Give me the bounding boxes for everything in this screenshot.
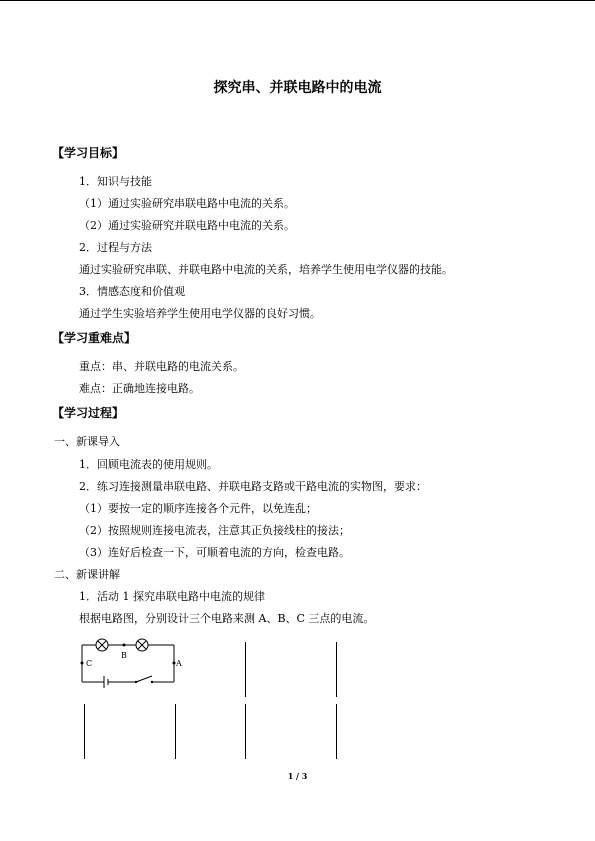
top-border: [0, 0, 595, 1]
goals-heading: 【学习目标】: [52, 146, 125, 160]
goals-line-4: 2．过程与方法: [79, 241, 152, 254]
process-line-5: （2）按照规则连接电流表，注意其正负接线柱的接法；: [79, 524, 350, 537]
diagram-divider: [84, 704, 85, 759]
goals-line-3: （2）通过实验研究并联电路中电流的关系。: [79, 219, 295, 232]
key-points-heading: 【学习重难点】: [52, 331, 137, 345]
page-title: 探究串、并联电路中的电流: [213, 80, 382, 96]
process-line-6: （3）连好后检查一下，可顺着电流的方向，检查电路。: [79, 546, 350, 559]
goals-line-6: 3．情感态度和价值观: [79, 285, 185, 298]
goals-line-1: 1．知识与技能: [79, 175, 152, 188]
key-point-line-2: 难点：正确地连接电路。: [79, 382, 200, 395]
series-circuit-diagram: [74, 636, 190, 690]
process-line-8: 1．活动 1 探究串联电路中电流的规律: [79, 590, 265, 603]
process-line-7: 二、新课讲解: [54, 568, 120, 581]
point-c-label: C: [86, 659, 93, 668]
page-number: 1 / 3: [287, 771, 308, 781]
process-line-1: 一、新课导入: [54, 435, 120, 448]
goals-line-7: 通过学生实验培养学生使用电学仪器的良好习惯。: [79, 307, 321, 320]
diagram-divider: [245, 642, 246, 697]
key-point-line-1: 重点：串、并联电路的电流关系。: [79, 360, 244, 373]
process-line-9: 根据电路图，分别设计三个电路来测 A、B、C 三点的电流。: [79, 612, 375, 625]
diagram-divider: [336, 704, 337, 759]
goals-line-5: 通过实验研究串联、并联电路中电流的关系，培养学生使用电学仪器的技能。: [79, 263, 453, 276]
process-line-3: 2．练习连接测量串联电路、并联电路支路或干路电流的实物图，要求：: [79, 480, 427, 493]
point-b-label: B: [121, 651, 127, 660]
diagram-divider: [175, 704, 176, 759]
process-line-4: （1）要按一定的顺序连接各个元件，以免连乱；: [79, 502, 317, 515]
point-a-label: A: [176, 659, 182, 668]
process-heading: 【学习过程】: [52, 406, 125, 420]
diagram-divider: [245, 704, 246, 759]
diagram-divider: [336, 642, 337, 697]
process-line-2: 1．回顾电流表的使用规则。: [79, 458, 218, 471]
goals-line-2: （1）通过实验研究串联电路中电流的关系。: [79, 197, 295, 210]
